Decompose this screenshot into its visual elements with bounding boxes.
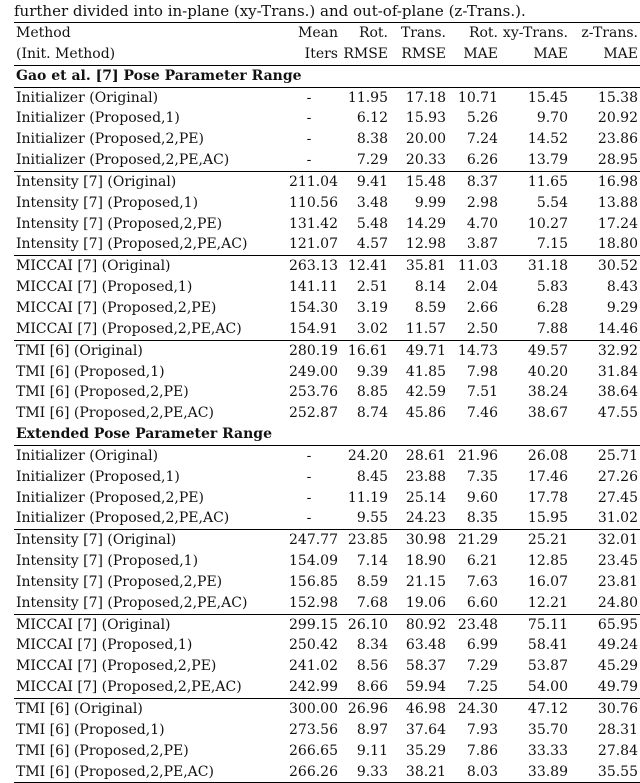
cell-method: TMI [6] (Proposed,1) [16,721,165,738]
cell-trans-rmse: 21.15 [405,573,446,590]
cell-rot-rmse: 9.41 [340,171,390,192]
header-iters: Iters [278,44,340,65]
cell-z-trans-mae: 47.55 [597,405,638,422]
cell-method: MICCAI [7] (Proposed,2,PE) [16,658,217,675]
cell-rot-rmse: 3.19 [356,299,388,316]
cell-trans-rmse: 20.33 [405,152,446,169]
cell-rot-rmse: 9.11 [356,742,388,759]
cell-method: Initializer (Proposed,1) [16,468,180,485]
table-row [14,445,640,466]
cell-trans-rmse: 14.29 [405,215,446,232]
cell-z-trans-mae: 31.84 [597,363,638,380]
section-title: Extended Pose Parameter Range [14,424,640,445]
cell-xy-trans-mae: 5.54 [536,194,568,211]
cell-rot-rmse: 9.55 [356,510,388,527]
cell-rot-rmse: 6.12 [356,110,388,127]
cell-rot-rmse: 11.19 [347,489,388,506]
section-title: Gao et al. [7] Pose Parameter Range [14,65,640,87]
cell-rot-mae: 9.60 [466,489,498,506]
header-xy-trans: xy-Trans. [500,23,570,44]
cell-mean-iters: 154.09 [289,553,338,570]
cell-method: TMI [6] (Proposed,1) [16,363,165,380]
cell-method: Initializer (Original) [16,447,159,464]
cell-method: Intensity [7] (Proposed,2,PE,AC) [16,236,248,253]
cell-trans-rmse: 9.99 [414,194,446,211]
cell-z-trans-mae: 17.24 [597,215,638,232]
cell-xy-trans-mae: 25.21 [500,530,570,551]
cell-xy-trans-mae: 14.52 [527,131,568,148]
cell-z-trans-mae: 13.88 [597,194,638,211]
table-row [14,467,640,488]
cell-rot-mae: 8.37 [448,171,500,192]
cell-xy-trans-mae: 38.67 [527,405,568,422]
cell-trans-rmse: 23.88 [405,468,446,485]
cell-z-trans-mae: 27.84 [597,742,638,759]
cell-trans-rmse: 35.29 [405,742,446,759]
cell-trans-rmse: 58.37 [405,658,446,675]
cell-mean-iters: 253.76 [289,384,338,401]
cell-mean-iters: 252.87 [289,405,338,422]
cell-rot-mae: 23.48 [448,614,500,635]
cell-rot-rmse: 8.97 [356,721,388,738]
header-rot: Rot. [340,23,390,44]
cell-xy-trans-mae: 33.89 [500,762,570,783]
cell-method: Initializer (Proposed,2,PE) [16,131,204,148]
cell-rot-mae: 2.66 [466,299,498,316]
cell-z-trans-mae: 9.29 [606,299,638,316]
cell-mean-iters: 211.04 [278,171,340,192]
cell-mean-iters: - [306,152,312,169]
table-row [14,382,640,403]
table-row [14,150,640,171]
cell-rot-mae: 7.98 [466,363,498,380]
cell-method: Intensity [7] (Original) [14,171,278,192]
cell-xy-trans-mae: 5.83 [536,279,568,296]
cell-trans-rmse: 17.18 [405,89,446,106]
cell-method: MICCAI [7] (Proposed,2,PE,AC) [16,320,242,337]
cell-z-trans-mae: 28.31 [597,721,638,738]
cell-mean-iters: 266.26 [278,762,340,783]
cell-xy-trans-mae: 17.46 [527,468,568,485]
header-mean: Mean [278,23,340,44]
cell-rot-mae: 7.63 [466,573,498,590]
cell-xy-trans-mae: 75.11 [500,614,570,635]
cell-rot-rmse: 24.20 [347,447,388,464]
cell-rot-mae: 4.70 [466,215,498,232]
table-row [14,488,640,509]
cell-method: TMI [6] (Proposed,2,PE) [16,742,189,759]
cell-xy-trans-mae: 33.33 [527,742,568,759]
table-row [14,572,640,593]
cell-rot-mae: 14.73 [448,340,500,361]
cell-mean-iters: 266.65 [289,742,338,759]
cell-method: MICCAI [7] (Proposed,1) [16,637,193,654]
table-row [14,551,640,572]
cell-trans-rmse: 59.94 [405,679,446,696]
cell-z-trans-mae: 32.01 [570,530,640,551]
cell-xy-trans-mae: 7.15 [536,236,568,253]
cell-trans-rmse: 35.81 [390,256,448,277]
cell-trans-rmse: 28.61 [405,447,446,464]
cell-mean-iters: 300.00 [278,699,340,720]
cell-trans-rmse: 63.48 [405,637,446,654]
cell-z-trans-mae: 38.64 [597,384,638,401]
cell-method: TMI [6] (Proposed,2,PE,AC) [16,405,214,422]
header-row-1 [14,23,640,44]
cell-z-trans-mae: 30.52 [570,256,640,277]
table-row [14,298,640,319]
table-row [14,214,640,235]
cell-rot-rmse: 8.34 [356,637,388,654]
cell-rot-rmse: 2.51 [356,279,388,296]
cell-z-trans-mae: 20.92 [597,110,638,127]
cell-rot-rmse: 26.10 [340,614,390,635]
cell-method: Intensity [7] (Proposed,2,PE) [16,573,223,590]
cell-method: MICCAI [7] (Proposed,1) [16,279,193,296]
header-init-method: (Init. Method) [14,44,278,65]
cell-trans-rmse: 24.23 [405,510,446,527]
cell-trans-rmse: 19.06 [405,594,446,611]
cell-z-trans-mae: 18.80 [597,236,638,253]
table-row [14,593,640,614]
header-rmse: RMSE [340,44,390,65]
cell-method: Intensity [7] (Original) [14,530,278,551]
cell-rot-mae: 7.24 [466,131,498,148]
table-body [14,65,640,783]
table-row [14,129,640,150]
cell-mean-iters: 154.30 [289,299,338,316]
cell-method: Initializer (Proposed,2,PE) [16,489,204,506]
cell-trans-rmse: 80.92 [390,614,448,635]
cell-z-trans-mae: 49.79 [597,679,638,696]
cell-xy-trans-mae: 35.70 [527,721,568,738]
cell-xy-trans-mae: 31.18 [500,256,570,277]
cell-trans-rmse: 18.90 [405,553,446,570]
table-row [14,362,640,383]
cell-trans-rmse: 15.48 [390,171,448,192]
cell-rot-rmse: 8.66 [356,679,388,696]
cell-method: Intensity [7] (Proposed,1) [16,194,199,211]
cell-rot-mae: 21.29 [448,530,500,551]
cell-trans-rmse: 41.85 [405,363,446,380]
cell-rot-rmse: 7.68 [356,594,388,611]
cell-method: TMI [6] (Proposed,2,PE,AC) [14,762,278,783]
cell-rot-mae: 8.35 [466,510,498,527]
cell-mean-iters: - [306,510,312,527]
cell-xy-trans-mae: 40.20 [527,363,568,380]
cell-mean-iters: 249.00 [289,363,338,380]
cell-trans-rmse: 25.14 [405,489,446,506]
cell-z-trans-mae: 16.98 [570,171,640,192]
cell-trans-rmse: 45.86 [405,405,446,422]
cell-mean-iters: 242.99 [289,679,338,696]
section-header-row [14,65,640,87]
cell-rot-mae: 6.21 [466,553,498,570]
cell-mean-iters: 241.02 [289,658,338,675]
table-row [14,741,640,762]
table-row [14,234,640,255]
header-trans: Trans. [390,23,448,44]
cell-trans-rmse: 15.93 [405,110,446,127]
cell-rot-mae: 24.30 [448,699,500,720]
cell-xy-trans-mae: 53.87 [527,658,568,675]
cell-mean-iters: 121.07 [289,236,338,253]
cell-xy-trans-mae: 15.45 [527,89,568,106]
cell-trans-rmse: 42.59 [405,384,446,401]
cell-mean-iters: - [306,110,312,127]
cell-xy-trans-mae: 13.79 [527,152,568,169]
cell-z-trans-mae: 27.45 [597,489,638,506]
cell-rot-mae: 10.71 [457,89,498,106]
cell-xy-trans-mae: 15.95 [527,510,568,527]
cell-z-trans-mae: 14.46 [597,320,638,337]
cell-method: Initializer (Proposed,2,PE,AC) [16,152,230,169]
cell-z-trans-mae: 25.71 [597,447,638,464]
table-caption: further divided into in-plane (xy-Trans.) and out-of-plane (z-Trans.). [14,2,526,20]
table-row [14,699,640,720]
cell-z-trans-mae: 65.95 [570,614,640,635]
cell-rot-rmse: 9.33 [340,762,390,783]
cell-rot-mae: 7.51 [466,384,498,401]
cell-mean-iters: - [306,89,312,106]
cell-mean-iters: 152.98 [289,594,338,611]
cell-xy-trans-mae: 54.00 [527,679,568,696]
cell-method: MICCAI [7] (Original) [14,256,278,277]
cell-rot-rmse: 9.39 [356,363,388,380]
cell-z-trans-mae: 30.76 [570,699,640,720]
cell-z-trans-mae: 45.29 [597,658,638,675]
cell-z-trans-mae: 27.26 [597,468,638,485]
cell-trans-rmse: 38.21 [390,762,448,783]
cell-mean-iters: - [306,447,312,464]
cell-rot-rmse: 7.14 [356,553,388,570]
cell-method: MICCAI [7] (Original) [14,614,278,635]
cell-rot-mae: 7.86 [466,742,498,759]
table-row [14,256,640,277]
table-row [14,614,640,635]
cell-method: Initializer (Original) [16,89,159,106]
cell-rot-rmse: 8.74 [356,405,388,422]
header-rmse-trans: RMSE [390,44,448,65]
cell-rot-mae: 7.29 [466,658,498,675]
cell-xy-trans-mae: 16.07 [527,573,568,590]
cell-method: Initializer (Proposed,2,PE,AC) [16,510,230,527]
cell-rot-mae: 2.50 [466,320,498,337]
cell-rot-mae: 6.60 [466,594,498,611]
header-row-2 [14,44,640,65]
table-row [14,319,640,340]
cell-rot-rmse: 3.02 [356,320,388,337]
cell-method: Intensity [7] (Proposed,2,PE) [16,215,223,232]
cell-z-trans-mae: 32.92 [570,340,640,361]
cell-xy-trans-mae: 47.12 [500,699,570,720]
cell-xy-trans-mae: 12.21 [527,594,568,611]
cell-trans-rmse: 8.14 [414,279,446,296]
cell-mean-iters: 273.56 [289,721,338,738]
cell-method: Intensity [7] (Proposed,2,PE,AC) [16,594,248,611]
header-rot-mae: Rot. [448,23,500,44]
cell-rot-mae: 6.26 [466,152,498,169]
cell-mean-iters: 250.42 [289,637,338,654]
header-mae-z: MAE [570,44,640,65]
cell-mean-iters: - [306,131,312,148]
cell-method: MICCAI [7] (Proposed,2,PE) [16,299,217,316]
table-row [14,508,640,529]
header-mae-xy: MAE [500,44,570,65]
cell-xy-trans-mae: 11.65 [500,171,570,192]
cell-rot-mae: 7.35 [466,468,498,485]
cell-z-trans-mae: 23.86 [597,131,638,148]
cell-z-trans-mae: 35.55 [570,762,640,783]
table-row [14,762,640,783]
table-row [14,656,640,677]
cell-rot-mae: 3.87 [466,236,498,253]
cell-z-trans-mae: 15.38 [597,89,638,106]
cell-rot-rmse: 16.61 [340,340,390,361]
cell-rot-mae: 8.03 [448,762,500,783]
cell-rot-rmse: 8.59 [356,573,388,590]
table-row [14,108,640,129]
cell-mean-iters: 156.85 [289,573,338,590]
results-table [14,22,640,783]
section-header-row [14,424,640,445]
cell-xy-trans-mae: 9.70 [536,110,568,127]
cell-mean-iters: 110.56 [289,194,338,211]
cell-rot-rmse: 3.48 [356,194,388,211]
cell-rot-mae: 6.99 [466,637,498,654]
cell-z-trans-mae: 23.45 [597,553,638,570]
cell-z-trans-mae: 31.02 [597,510,638,527]
cell-trans-rmse: 37.64 [405,721,446,738]
table-row [14,677,640,698]
cell-mean-iters: 263.13 [278,256,340,277]
cell-mean-iters: 280.19 [278,340,340,361]
cell-rot-rmse: 8.38 [356,131,388,148]
cell-rot-rmse: 7.29 [356,152,388,169]
cell-xy-trans-mae: 6.28 [536,299,568,316]
cell-z-trans-mae: 24.80 [597,594,638,611]
cell-rot-rmse: 4.57 [356,236,388,253]
cell-trans-rmse: 12.98 [405,236,446,253]
cell-z-trans-mae: 28.95 [597,152,638,169]
cell-mean-iters: 299.15 [278,614,340,635]
cell-rot-rmse: 23.85 [340,530,390,551]
cell-rot-mae: 21.96 [457,447,498,464]
cell-method: MICCAI [7] (Proposed,2,PE,AC) [16,679,242,696]
cell-xy-trans-mae: 38.24 [527,384,568,401]
table-row [14,87,640,108]
cell-xy-trans-mae: 26.08 [527,447,568,464]
cell-method: TMI [6] (Original) [14,340,278,361]
table-row [14,530,640,551]
cell-rot-mae: 11.03 [448,256,500,277]
cell-rot-mae: 2.98 [466,194,498,211]
cell-mean-iters: - [306,468,312,485]
table-row [14,171,640,192]
cell-rot-rmse: 8.56 [356,658,388,675]
table-row [14,193,640,214]
cell-rot-mae: 2.04 [466,279,498,296]
cell-trans-rmse: 30.98 [390,530,448,551]
table-row [14,720,640,741]
cell-mean-iters: - [306,489,312,506]
cell-rot-mae: 7.93 [466,721,498,738]
cell-xy-trans-mae: 58.41 [527,637,568,654]
cell-rot-rmse: 8.85 [356,384,388,401]
cell-trans-rmse: 46.98 [390,699,448,720]
cell-mean-iters: 247.77 [278,530,340,551]
cell-method: TMI [6] (Proposed,2,PE) [16,384,189,401]
cell-rot-rmse: 11.95 [347,89,388,106]
cell-rot-mae: 7.25 [466,679,498,696]
cell-mean-iters: 141.11 [289,279,338,296]
table-row [14,635,640,656]
table-row [14,340,640,361]
cell-xy-trans-mae: 12.85 [527,553,568,570]
cell-method: Intensity [7] (Proposed,1) [16,553,199,570]
cell-z-trans-mae: 23.81 [597,573,638,590]
cell-xy-trans-mae: 7.88 [536,320,568,337]
header-z-trans: z-Trans. [570,23,640,44]
cell-trans-rmse: 49.71 [390,340,448,361]
cell-rot-rmse: 26.96 [340,699,390,720]
cell-rot-mae: 7.46 [466,405,498,422]
header-method: Method [14,23,278,44]
cell-trans-rmse: 8.59 [414,299,446,316]
cell-xy-trans-mae: 49.57 [500,340,570,361]
cell-mean-iters: 131.42 [289,215,338,232]
cell-method: TMI [6] (Original) [14,699,278,720]
header-mae: MAE [448,44,500,65]
cell-mean-iters: 154.91 [289,320,338,337]
cell-z-trans-mae: 8.43 [606,279,638,296]
cell-rot-mae: 5.26 [466,110,498,127]
cell-xy-trans-mae: 17.78 [527,489,568,506]
table-row [14,277,640,298]
table-row [14,403,640,424]
cell-rot-rmse: 12.41 [340,256,390,277]
cell-trans-rmse: 20.00 [405,131,446,148]
cell-rot-rmse: 8.45 [356,468,388,485]
cell-method: Initializer (Proposed,1) [16,110,180,127]
cell-xy-trans-mae: 10.27 [527,215,568,232]
cell-rot-rmse: 5.48 [356,215,388,232]
cell-z-trans-mae: 49.24 [597,637,638,654]
cell-trans-rmse: 11.57 [405,320,446,337]
